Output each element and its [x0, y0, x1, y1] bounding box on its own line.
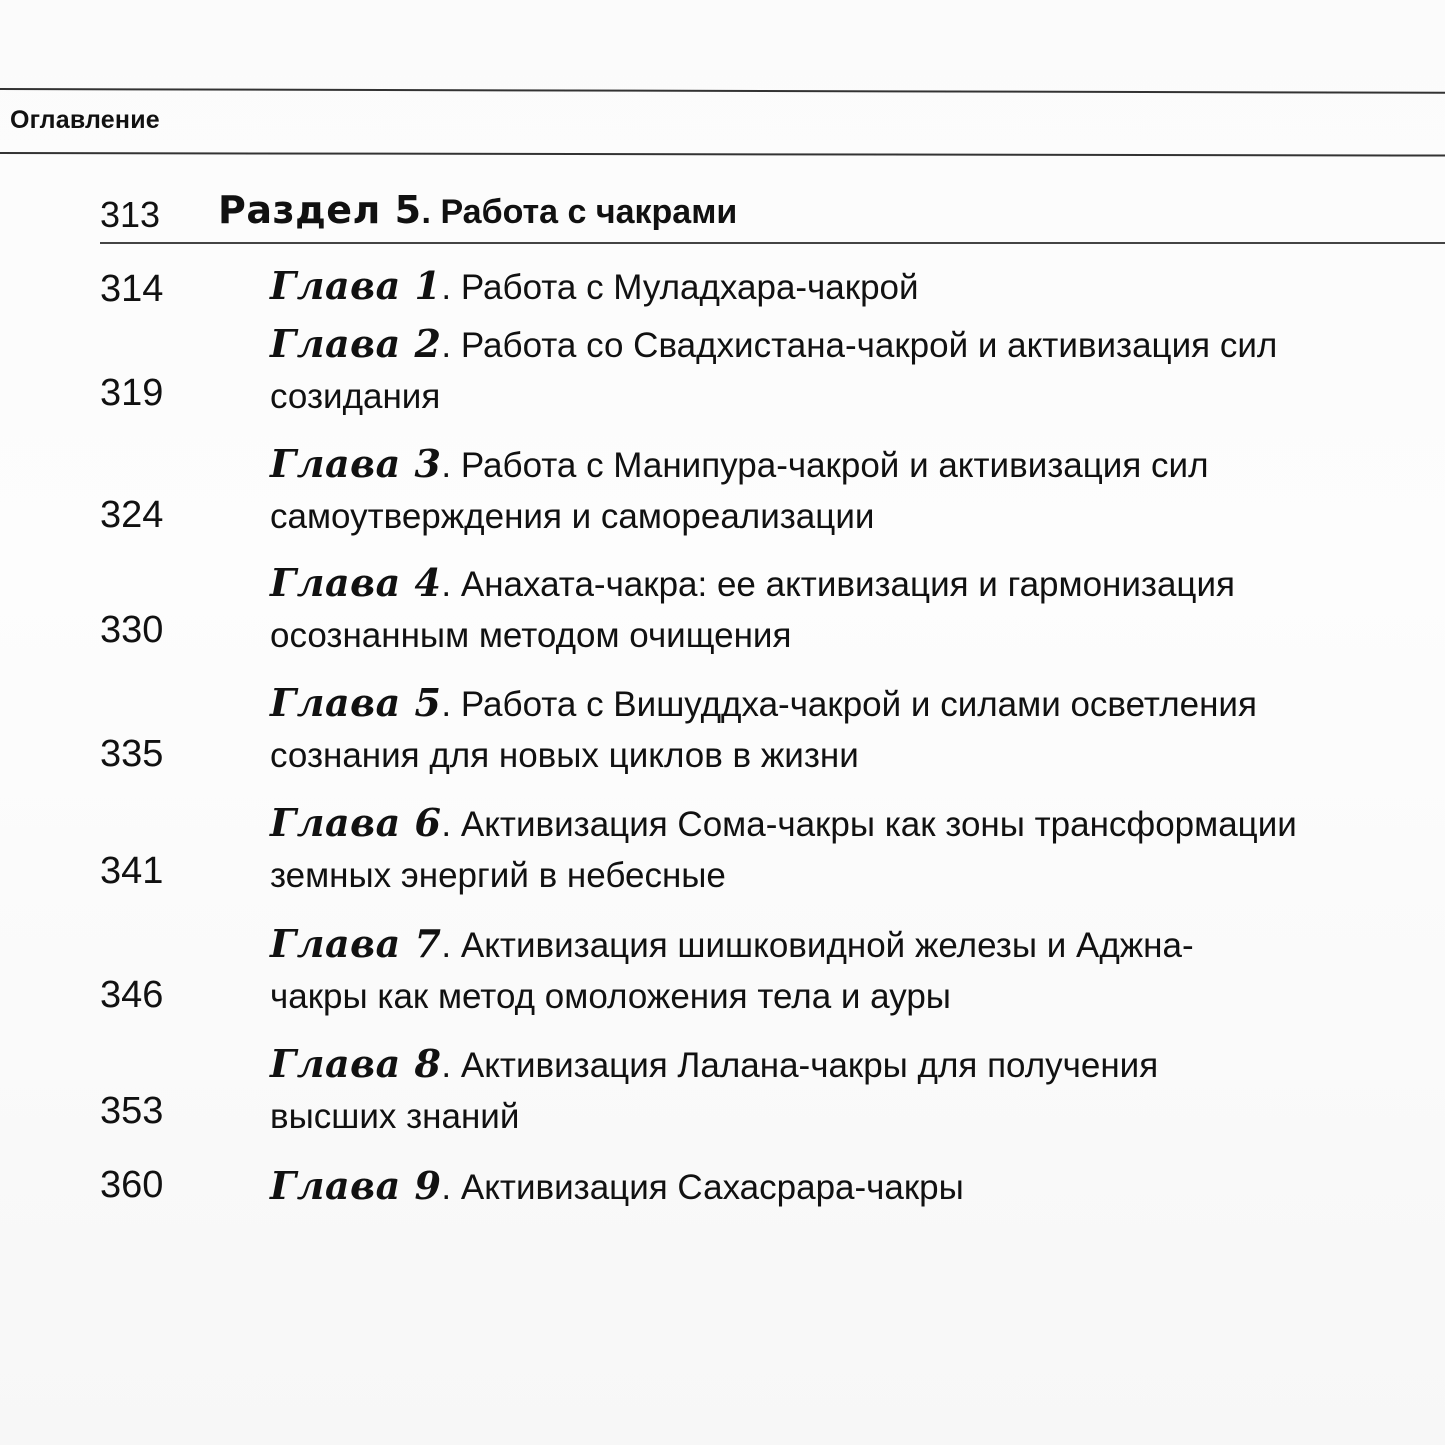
toc-page-number: 335: [100, 733, 164, 775]
chapter-label: Глава 9: [270, 1163, 442, 1208]
toc-entry-text: [270, 318, 1430, 422]
section-title: [218, 188, 737, 232]
section-label: Раздел 5: [218, 188, 422, 232]
toc-entry-text: [270, 260, 1430, 313]
chapter-title-line2: земных энергий в небесные: [270, 856, 726, 895]
toc-entry-text: [270, 1160, 1430, 1213]
chapter-title-line1: . Работа с Муладхара-чакрой: [441, 268, 919, 307]
toc-entry-text: [270, 797, 1430, 901]
chapter-title-line2: сознания для новых циклов в жизни: [270, 736, 859, 775]
chapter-label: Глава 8: [270, 1041, 442, 1086]
chapter-title-line1: . Анахата-чакра: ее активизация и гармонизация: [441, 565, 1235, 604]
toc-entry-text: [270, 438, 1430, 542]
chapter-title-line2: созидания: [270, 377, 441, 416]
chapter-label: Глава 4: [270, 560, 442, 605]
toc-page-number: 319: [100, 372, 164, 414]
toc-page-number: 314: [100, 268, 164, 310]
chapter-title-line2: осознанным методом очищения: [270, 616, 792, 655]
chapter-label: Глава 2: [270, 321, 442, 366]
section-title-text: . Работа с чакрами: [421, 193, 738, 231]
toc-page-number: 330: [100, 609, 164, 651]
section-rule: [100, 242, 1445, 244]
chapter-title-line1: . Активизация Сома-чакры как зоны трансформации: [441, 805, 1297, 844]
chapter-title-line1: . Работа с Вишуддха-чакрой и силами осветления: [441, 685, 1257, 724]
chapter-label: Глава 6: [270, 800, 442, 845]
chapter-label: Глава 3: [270, 441, 442, 486]
toc-entry-text: [270, 557, 1430, 661]
toc-page-number: 353: [100, 1090, 164, 1132]
chapter-title-line1: . Активизация шишковидной железы и Аджна-: [441, 926, 1194, 965]
chapter-title-line1: . Работа со Свадхистана-чакрой и активизация сил: [441, 326, 1278, 365]
section-page-number: 313: [100, 194, 161, 235]
toc-page-number: 346: [100, 974, 164, 1016]
header-rule: [0, 152, 1445, 157]
chapter-title-line2: высших знаний: [270, 1097, 520, 1136]
chapter-title-line1: . Активизация Лалана-чакры для получения: [441, 1046, 1159, 1085]
running-header: Оглавление: [10, 106, 160, 134]
chapter-title-line2: самоутверждения и самореализации: [270, 497, 875, 536]
chapter-title-line2: чакры как метод омоложения тела и ауры: [270, 977, 951, 1016]
toc-page-number: 324: [100, 494, 164, 536]
chapter-title-line1: . Активизация Сахасрара-чакры: [441, 1168, 964, 1207]
chapter-label: Глава 5: [270, 680, 442, 725]
toc-entry-text: [270, 1038, 1430, 1142]
toc-page-number: 341: [100, 850, 164, 892]
toc-page-number: 360: [100, 1164, 164, 1206]
chapter-title-line1: . Работа с Манипура-чакрой и активизация сил: [441, 446, 1209, 485]
toc-entry-text: [270, 918, 1430, 1022]
toc-entry-text: [270, 677, 1430, 781]
chapter-label: Глава 7: [270, 921, 442, 966]
chapter-label: Глава 1: [270, 263, 442, 308]
top-rule: [0, 88, 1445, 94]
